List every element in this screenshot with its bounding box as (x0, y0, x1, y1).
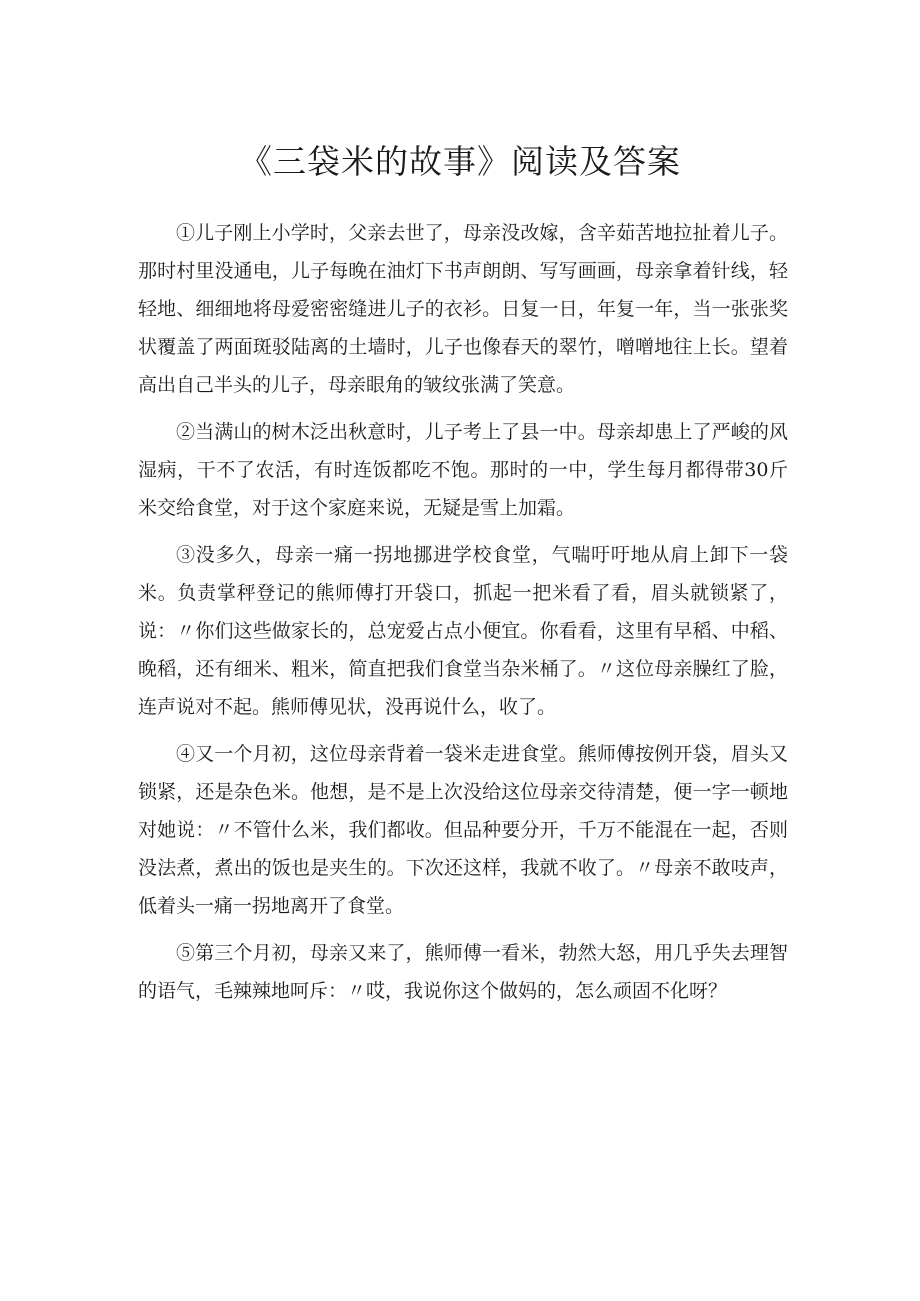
document-title: 《三袋米的故事》阅读及答案 (239, 142, 681, 181)
paragraph-4: ④又一个月初，这位母亲背着一袋米走进食堂。熊师傅按例开袋，眉头又锁紧，还是杂色米。他想，是不是上次没给这位母亲交待清楚，便一字一顿地对她说：〃不管什么米，我们都收。但品种要分开，千万不能混在一起，否则没法煮，煮出的饭也是夹生的。下次还这样，我就不收了。〃母亲不敢吱声，低着头一痛一拐地离开了食堂。 (138, 743, 788, 917)
document-body (138, 214, 788, 1019)
paragraph-5: ⑤第三个月初，母亲又来了，熊师傅一看米，勃然大怒，用几乎失去理智的语气，毛辣辣地呵斥：〃哎，我说你这个做妈的，怎么顽固不化呀？ (138, 942, 788, 1002)
paragraph-1: ①儿子刚上小学时，父亲去世了，母亲没改嫁，含辛茹苦地拉扯着儿子。那时村里没通电，儿子每晚在油灯下书声朗朗、写写画画，母亲拿着针线，轻轻地、细细地将母爱密密缝进儿子的衣衫。日复一日，年复一年，当一张张奖状覆盖了两面斑驳陆离的土墙时，儿子也像春天的翠竹，噌噌地往上长。望着高出自己半头的儿子，母亲眼角的皱纹张满了笑意。 (138, 222, 788, 396)
paragraph-2: ②当满山的树木泛出秋意时，儿子考上了县一中。母亲却患上了严峻的风湿病，干不了农活，有时连饭都吃不饱。那时的一中，学生每月都得带30斤米交给食堂，对于这个家庭来说，无疑是雪上加霜。 (138, 421, 788, 519)
paragraph-3: ③没多久，母亲一痛一拐地挪进学校食堂，气喘吁吁地从肩上卸下一袋米。负责掌秤登记的熊师傅打开袋口，抓起一把米看了看，眉头就锁紧了，说：〃你们这些做家长的，总宠爱占点小便宜。你看看，这里有早稻、中稻、晚稻，还有细米、粗米，简直把我们食堂当杂米桶了。〃这位母亲臊红了脸，连声说对不起。熊师傅见状，没再说什么，收了。 (138, 544, 788, 718)
